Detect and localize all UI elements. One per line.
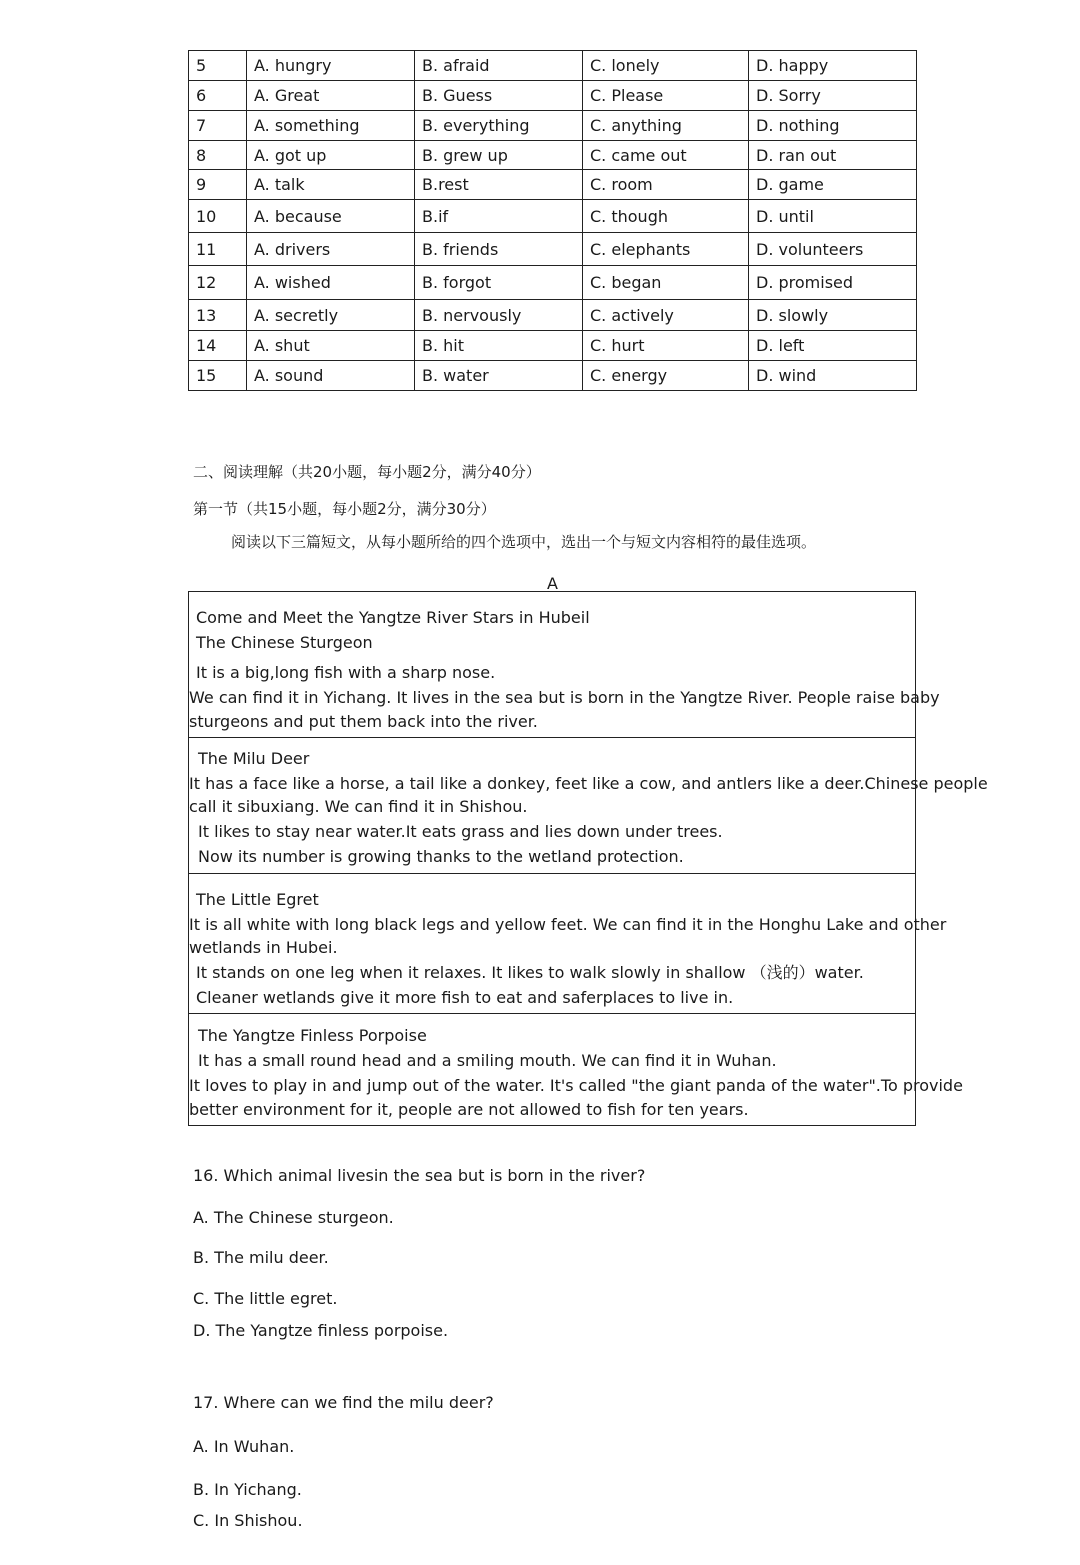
question-number-cell: 10 (189, 200, 247, 233)
question-17-option-c: C. In Shishou. (193, 1511, 303, 1530)
option-cell: B. everything (415, 111, 583, 141)
question-number-cell: 15 (189, 361, 247, 391)
animal-name: The Yangtze Finless Porpoise (198, 1026, 427, 1045)
option-cell: A. because (247, 200, 415, 233)
option-cell: C. actively (583, 300, 749, 331)
passage-text: It is all white with long black legs and yellow feet. We can find it in the Honghu Lake and other (189, 915, 947, 934)
option-cell: D. until (749, 200, 917, 233)
option-cell: A. sound (247, 361, 415, 391)
passage-text: It is a big,long fish with a sharp nose. (196, 663, 496, 682)
animal-name: The Chinese Sturgeon (196, 633, 373, 652)
option-cell: C. room (583, 170, 749, 200)
question-number-cell: 12 (189, 266, 247, 300)
option-cell: A. hungry (247, 51, 415, 81)
option-cell: A. got up (247, 141, 415, 170)
options-row (189, 300, 917, 331)
options-row (189, 111, 917, 141)
passage-box-milu-deer (189, 737, 988, 874)
question-17-stem: 17. Where can we find the milu deer? (193, 1393, 494, 1412)
option-cell: B. hit (415, 331, 583, 361)
passage-box-little-egret (189, 873, 947, 1014)
option-cell: D. wind (749, 361, 917, 391)
options-row (189, 141, 917, 170)
option-cell: C. began (583, 266, 749, 300)
options-row (189, 81, 917, 111)
option-cell: A. Great (247, 81, 415, 111)
question-number-cell: 6 (189, 81, 247, 111)
option-cell: B. water (415, 361, 583, 391)
option-cell: D. promised (749, 266, 917, 300)
option-cell: A. something (247, 111, 415, 141)
option-cell: C. Please (583, 81, 749, 111)
section-heading: 二、阅读理解（共20小题，每小题2分，满分40分） (193, 463, 541, 481)
passage-text: better environment for it, people are not allowed to fish for ten years. (189, 1100, 749, 1119)
option-cell: C. energy (583, 361, 749, 391)
option-cell: D. Sorry (749, 81, 917, 111)
option-cell: C. elephants (583, 233, 749, 266)
passage-text: call it sibuxiang. We can find it in Shishou. (189, 797, 528, 816)
question-number-cell: 5 (189, 51, 247, 81)
options-row (189, 266, 917, 300)
option-cell: A. talk (247, 170, 415, 200)
option-cell: B. grew up (415, 141, 583, 170)
question-number-cell: 11 (189, 233, 247, 266)
passage-text: We can find it in Yichang. It lives in the sea but is born in the Yangtze River. People raise baby (189, 688, 940, 707)
option-cell: C. hurt (583, 331, 749, 361)
option-cell: C. lonely (583, 51, 749, 81)
options-row (189, 233, 917, 266)
option-cell: B. nervously (415, 300, 583, 331)
option-cell: B. afraid (415, 51, 583, 81)
animal-name: The Little Egret (196, 890, 319, 909)
passage-title: Come and Meet the Yangtze River Stars in Hubeil (196, 608, 590, 627)
option-cell: B.rest (415, 170, 583, 200)
passage-a (188, 591, 988, 1126)
passage-box-chinese-sturgeon (189, 592, 940, 738)
options-row (189, 51, 917, 81)
instruction-text: 阅读以下三篇短文，从每小题所给的四个选项中，选出一个与短文内容相符的最佳选项。 (231, 533, 817, 551)
question-16-option-b: B. The milu deer. (193, 1248, 329, 1267)
option-cell: D. nothing (749, 111, 917, 141)
option-cell: B. friends (415, 233, 583, 266)
passage-text: It likes to stay near water.It eats grass and lies down under trees. (198, 822, 723, 841)
option-cell: A. secretly (247, 300, 415, 331)
question-16-stem: 16. Which animal livesin the sea but is born in the river? (193, 1166, 646, 1185)
option-cell: A. drivers (247, 233, 415, 266)
options-row (189, 200, 917, 233)
question-number-cell: 8 (189, 141, 247, 170)
passage-text: Now its number is growing thanks to the wetland protection. (198, 847, 684, 866)
passage-text: It has a small round head and a smiling mouth. We can find it in Wuhan. (198, 1051, 777, 1070)
passage-label: A (547, 574, 558, 593)
option-cell: D. game (749, 170, 917, 200)
option-cell: D. volunteers (749, 233, 917, 266)
passage-text: wetlands in Hubei. (189, 938, 338, 957)
passage-text: It has a face like a horse, a tail like a donkey, feet like a cow, and antlers like a deer.Chinese people (189, 774, 988, 793)
option-cell: B. forgot (415, 266, 583, 300)
option-cell: C. though (583, 200, 749, 233)
option-cell: D. happy (749, 51, 917, 81)
question-17-option-a: A. In Wuhan. (193, 1437, 295, 1456)
question-16-option-d: D. The Yangtze finless porpoise. (193, 1321, 449, 1340)
question-number-cell: 13 (189, 300, 247, 331)
option-cell: B. Guess (415, 81, 583, 111)
option-cell: C. anything (583, 111, 749, 141)
question-16-option-c: C. The little egret. (193, 1289, 338, 1308)
passage-text: It stands on one leg when it relaxes. It likes to walk slowly in shallow （浅的）water. (196, 963, 864, 982)
option-cell: A. wished (247, 266, 415, 300)
option-cell: D. slowly (749, 300, 917, 331)
passage-text: Cleaner wetlands give it more fish to eat and saferplaces to live in. (196, 988, 734, 1007)
option-cell: A. shut (247, 331, 415, 361)
option-cell: D. ran out (749, 141, 917, 170)
options-row (189, 170, 917, 200)
passage-text: It loves to play in and jump out of the water. It's called "the giant panda of the water".To provide (189, 1076, 963, 1095)
option-cell: D. left (749, 331, 917, 361)
part-heading: 第一节（共15小题，每小题2分，满分30分） (193, 500, 496, 518)
question-17-option-b: B. In Yichang. (193, 1480, 302, 1499)
cloze-options-table (188, 50, 917, 391)
animal-name: The Milu Deer (198, 749, 310, 768)
question-number-cell: 9 (189, 170, 247, 200)
option-cell: B.if (415, 200, 583, 233)
options-row (189, 361, 917, 391)
question-16-option-a: A. The Chinese sturgeon. (193, 1208, 394, 1227)
option-cell: C. came out (583, 141, 749, 170)
options-row (189, 331, 917, 361)
passage-text: sturgeons and put them back into the river. (189, 712, 538, 731)
question-number-cell: 7 (189, 111, 247, 141)
question-number-cell: 14 (189, 331, 247, 361)
passage-box-finless-porpoise (189, 1013, 963, 1125)
cloze-options-body (189, 51, 917, 391)
